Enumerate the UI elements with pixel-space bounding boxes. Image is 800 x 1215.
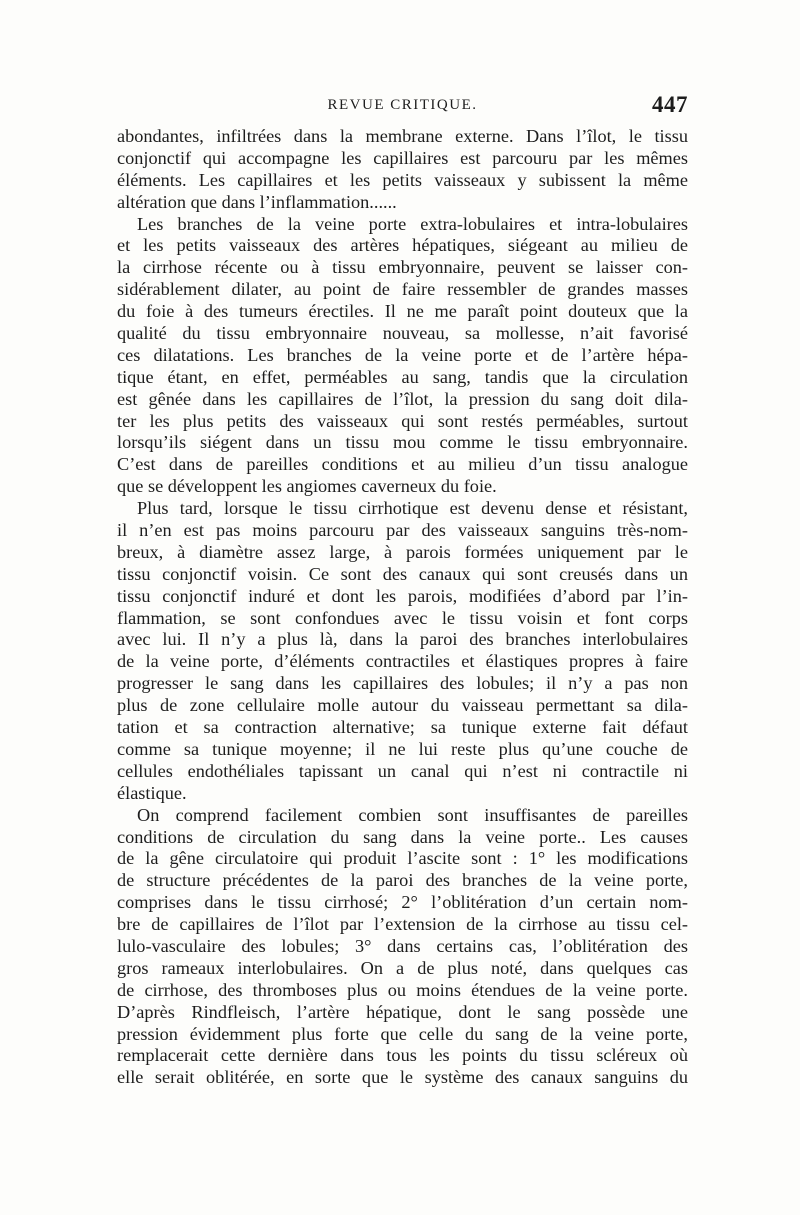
paragraph: [117, 126, 688, 214]
text-line: la cirrhose récente ou à tissu embryonnaire, peuvent se laisser con-: [117, 257, 688, 278]
text-line: et les petits vaisseaux des artères hépatiques, siégeant au milieu de: [117, 235, 688, 256]
text-line: gros rameaux interlobulaires. On a de plus noté, dans quelques cas: [117, 957, 688, 978]
text-line: breux, à diamètre assez large, à parois formées uniquement par le: [117, 541, 688, 562]
text-line: de la veine porte, d’éléments contractiles et élastiques propres à faire: [117, 651, 688, 672]
text-line: abondantes, infiltrées dans la membrane externe. Dans l’îlot, le tissu: [117, 126, 688, 146]
text-line: élastique.: [117, 782, 187, 803]
text-line: tique étant, en effet, perméables au sang, tandis que la circulation: [117, 366, 688, 387]
text-line: C’est dans de pareilles conditions et au milieu d’un tissu analogue: [117, 454, 688, 475]
text-line: bre de capillaires de l’îlot par l’extension de la cirrhose au tissu cel-: [117, 914, 688, 935]
text-line: de cirrhose, des thromboses plus ou moins étendues de la veine porte.: [117, 979, 688, 1000]
text-line: sidérablement dilater, au point de faire ressembler de grandes masses: [117, 279, 688, 300]
text-line: pression évidemment plus forte que celle du sang de la veine porte,: [117, 1023, 688, 1044]
text-line: que se développent les angiomes caverneux du foie.: [117, 476, 497, 497]
text-line: tation et sa contraction alternative; sa tunique externe fait défaut: [117, 717, 688, 738]
text-line: progresser le sang dans les capillaires des lobules; il n’y a pas non: [117, 673, 688, 694]
text-line: il n’en est pas moins parcouru par des vaisseaux sanguins très-nom-: [117, 520, 688, 541]
text-line: avec lui. Il n’y a plus là, dans la paroi des branches interlobulaires: [117, 629, 688, 650]
text-line: ces dilatations. Les branches de la veine porte et de l’artère hépa-: [117, 344, 688, 365]
text-line: comprises dans le tissu cirrhosé; 2° l’oblitération d’un certain nom-: [117, 892, 688, 913]
text-line: comme sa tunique moyenne; il ne lui reste plus qu’une couche de: [117, 738, 688, 759]
text-line: D’après Rindfleisch, l’artère hépatique, dont le sang possède une: [117, 1001, 688, 1022]
text-line: lulo-vasculaire des lobules; 3° dans certains cas, l’oblitération des: [117, 935, 688, 956]
text-line: cellules endothéliales tapissant un canal qui n’est ni contractile ni: [117, 760, 688, 781]
page-header: [117, 92, 688, 118]
text-line: altération que dans l’inflammation......: [117, 191, 397, 212]
text-line: lorsqu’ils siégent dans un tissu mou comme le tissu embryonnaire.: [117, 432, 688, 453]
running-head: REVUE CRITIQUE.: [327, 97, 478, 113]
text-line: flammation, se sont confondues avec le tissu voisin et font corps: [117, 607, 688, 628]
text-line: Les branches de la veine porte extra-lobulaires et intra-lobulaires: [137, 213, 688, 234]
text-line: Plus tard, lorsque le tissu cirrhotique est devenu dense et résistant,: [137, 498, 688, 519]
paragraph: [117, 498, 688, 804]
text-line: tissu conjonctif induré et dont les parois, modifiées d’abord par l’in-: [117, 585, 688, 606]
text-line: est gênée dans les capillaires de l’îlot, la pression du sang doit dila-: [117, 388, 688, 409]
text-line: éléments. Les capillaires et les petits vaisseaux y subissent la même: [117, 169, 688, 190]
text-line: ter les plus petits des vaisseaux qui sont restés perméables, surtout: [117, 410, 688, 431]
text-line: conditions de circulation du sang dans la veine porte.. Les causes: [117, 826, 688, 847]
text-line: conjonctif qui accompagne les capillaires est parcouru par les mêmes: [117, 147, 688, 168]
text-line: de structure précédentes de la paroi des branches de la veine porte,: [117, 870, 688, 891]
text-line: qualité du tissu embryonnaire nouveau, sa mollesse, n’ait favorisé: [117, 323, 688, 344]
text-line: remplacerait cette dernière dans tous les points du tissu scléreux où: [117, 1045, 688, 1066]
text-line: plus de zone cellulaire molle autour du vaisseau permettant sa dila-: [117, 695, 688, 716]
body-text: [117, 126, 688, 1089]
paragraph: [117, 805, 688, 1090]
text-line: On comprend facilement combien sont insuffisantes de pareilles: [137, 804, 688, 825]
text-line: tissu conjonctif voisin. Ce sont des canaux qui sont creusés dans un: [117, 563, 688, 584]
text-line: de la gêne circulatoire qui produit l’ascite sont : 1° les modifications: [117, 848, 688, 869]
text-line: du foie à des tumeurs érectiles. Il ne me paraît point douteux que la: [117, 301, 688, 322]
page-number: 447: [652, 92, 688, 117]
text-line: elle serait oblitérée, en sorte que le système des canaux sanguins du: [117, 1067, 688, 1088]
paragraph: [117, 214, 688, 499]
